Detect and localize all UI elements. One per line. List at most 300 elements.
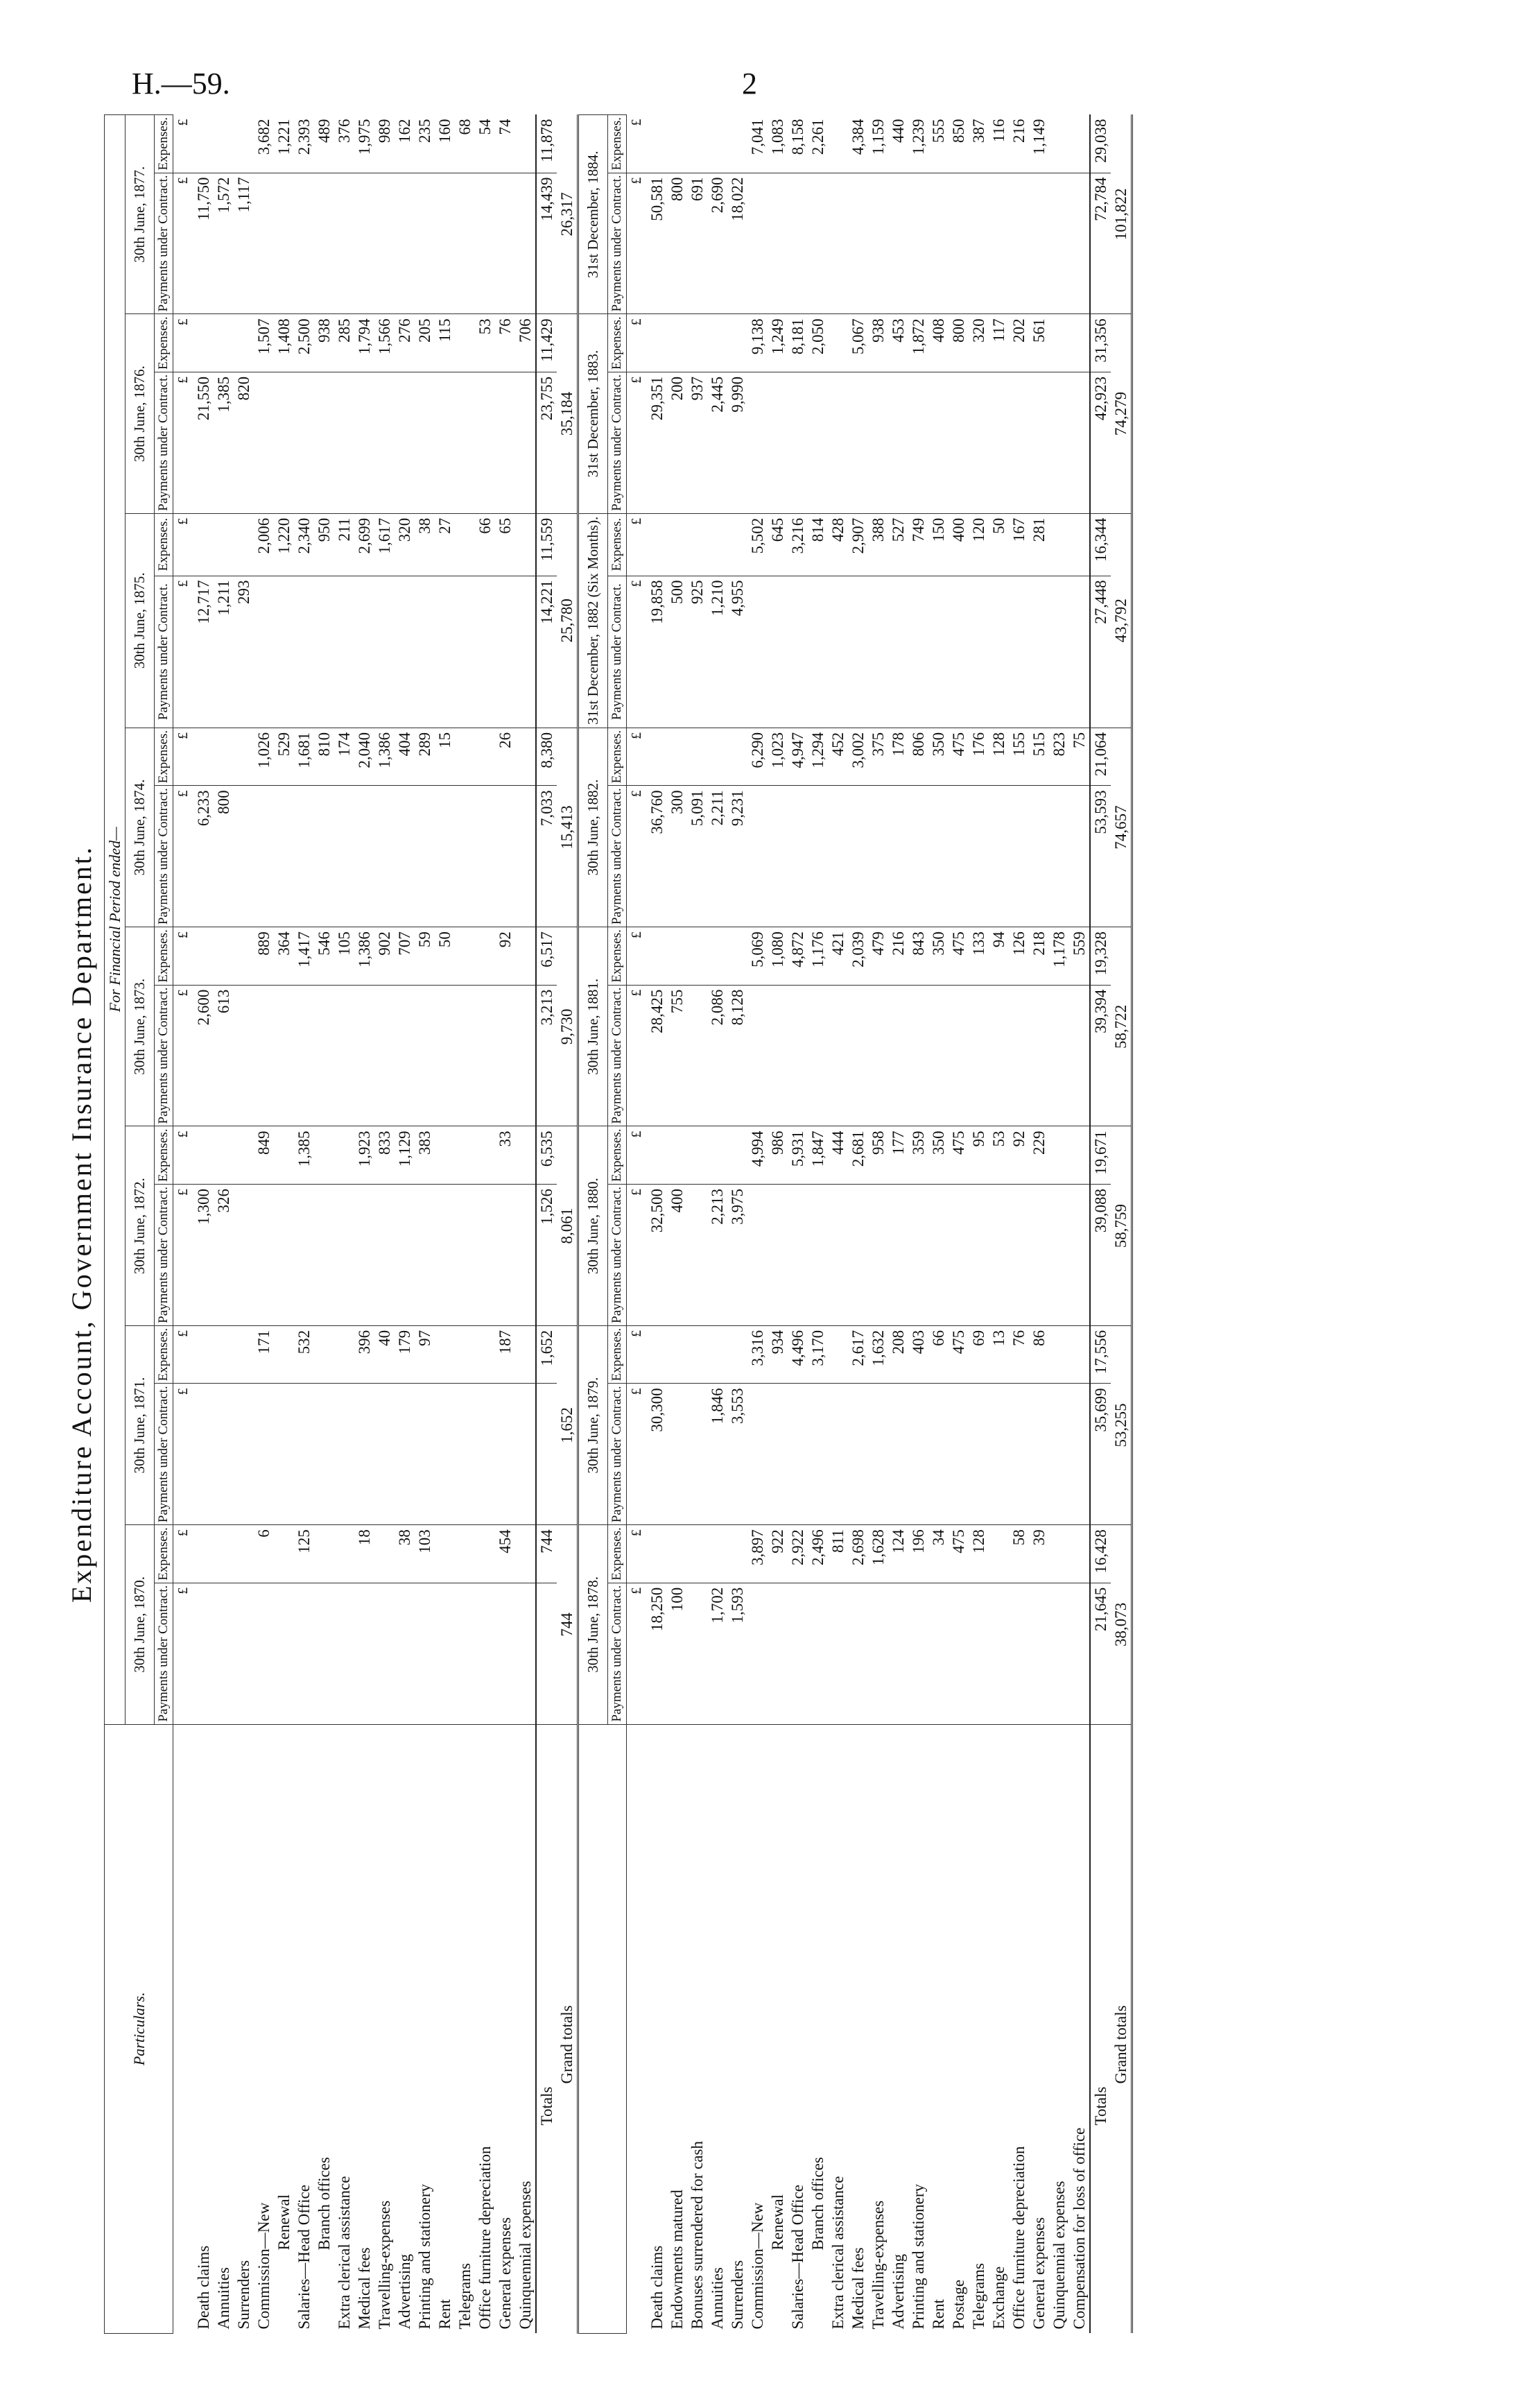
payments-subheader: Payments under Contract. <box>155 1583 173 1724</box>
page-ref: H.—59. <box>132 67 230 101</box>
cell-value: 559 <box>1069 927 1090 986</box>
cell-value: 13 <box>989 1325 1009 1384</box>
cell-value: 958 <box>868 1126 888 1185</box>
row-label: Bonuses surrendered for cash <box>689 2141 706 2330</box>
cell-value <box>475 1325 495 1384</box>
payments-subheader: Payments under Contract. <box>608 1583 627 1724</box>
cell-value: 116 <box>989 115 1009 173</box>
cell-value <box>1009 786 1029 927</box>
pound-sign: £ <box>627 786 648 927</box>
cell-value <box>788 1185 808 1326</box>
cell-value <box>1009 1384 1029 1525</box>
cell-value <box>908 173 928 314</box>
cell-value <box>727 927 747 986</box>
cell-value <box>687 1185 707 1326</box>
row-label: General expenses <box>1030 2217 1048 2330</box>
cell-value <box>828 115 848 173</box>
table-row <box>727 115 747 2334</box>
cell-value: 889 <box>254 927 274 986</box>
cell-value <box>395 173 415 314</box>
cell-value: 1,023 <box>768 728 788 786</box>
cell-value: 74 <box>495 115 515 173</box>
cell-value <box>254 372 274 513</box>
cell-value <box>949 786 969 927</box>
cell-value <box>768 1185 788 1326</box>
cell-value <box>415 173 435 314</box>
cell-value: 1,080 <box>768 927 788 986</box>
cell-value <box>254 985 274 1126</box>
cell-value <box>1069 173 1090 314</box>
cell-value <box>989 372 1009 513</box>
cell-value <box>667 115 687 173</box>
cell-value <box>515 1384 536 1525</box>
row-label: Medical fees <box>849 2247 867 2330</box>
cell-value: 1,507 <box>254 314 274 372</box>
cell-value: 707 <box>395 927 415 986</box>
table-row <box>969 115 989 2334</box>
cell-value <box>969 372 989 513</box>
cell-value: 902 <box>374 927 395 986</box>
cell-value: 376 <box>334 115 354 173</box>
cell-value <box>254 1583 274 1724</box>
cell-value: 475 <box>949 1325 969 1384</box>
row-label: Printing and stationery <box>416 2183 433 2330</box>
cell-value: 54 <box>475 115 495 173</box>
cell-value <box>1029 173 1049 314</box>
cell-value: 489 <box>314 115 334 173</box>
period-header: 30th June, 1880. <box>578 1126 608 1325</box>
pound-sign: £ <box>173 728 194 786</box>
table-row <box>1049 115 1069 2334</box>
cell-value <box>868 576 888 728</box>
grand-totals-row <box>557 115 578 2334</box>
cell-value <box>848 1583 868 1724</box>
particulars-header: Particulars. <box>105 1724 173 2333</box>
cell-value: 1,385 <box>294 1126 314 1185</box>
total-value: 1,526 <box>536 1185 557 1326</box>
cell-value <box>928 372 949 513</box>
cell-value: 76 <box>1009 1325 1029 1384</box>
cell-value: 1,617 <box>374 513 395 576</box>
cell-value: 59 <box>415 927 435 986</box>
grand-total-value: 15,413 <box>557 728 578 927</box>
payments-subheader: Payments under Contract. <box>155 1384 173 1525</box>
totals-label: Totals <box>536 1724 557 2333</box>
cell-value: 8,181 <box>788 314 808 372</box>
cell-value: 276 <box>395 314 415 372</box>
period-header: 30th June, 1879. <box>578 1325 608 1524</box>
cell-value: 5,502 <box>747 513 768 576</box>
cell-value: 29,351 <box>647 372 667 513</box>
cell-value: 1,794 <box>354 314 374 372</box>
cell-value: 350 <box>928 927 949 986</box>
total-value: 27,448 <box>1090 576 1111 728</box>
cell-value <box>989 1185 1009 1326</box>
cell-value: 1,386 <box>354 927 374 986</box>
cell-value: 92 <box>495 927 515 986</box>
cell-value <box>788 1583 808 1724</box>
cell-value <box>495 1185 515 1326</box>
cell-value <box>828 1583 848 1724</box>
cell-value <box>908 1185 928 1326</box>
cell-value <box>214 1325 234 1384</box>
cell-value <box>515 1325 536 1384</box>
cell-value <box>515 576 536 728</box>
table-row <box>989 115 1009 2334</box>
expenses-subheader: Expenses. <box>608 513 627 576</box>
cell-value <box>435 1185 455 1326</box>
payments-subheader: Payments under Contract. <box>608 1185 627 1326</box>
pound-sign: £ <box>627 1126 648 1185</box>
cell-value: 178 <box>888 728 908 786</box>
cell-value: 1,300 <box>193 1185 214 1326</box>
table-row <box>949 115 969 2334</box>
expenses-subheader: Expenses. <box>155 513 173 576</box>
cell-value: 1,178 <box>1049 927 1069 986</box>
cell-value <box>828 1325 848 1384</box>
cell-value: 39 <box>1029 1525 1049 1583</box>
cell-value <box>788 786 808 927</box>
cell-value <box>395 1583 415 1724</box>
cell-value <box>989 1525 1009 1583</box>
table-row <box>848 115 868 2334</box>
payments-subheader: Payments under Contract. <box>155 1185 173 1326</box>
cell-value <box>475 372 495 513</box>
cell-value <box>314 1185 334 1326</box>
cell-value: 383 <box>415 1126 435 1185</box>
cell-value: 120 <box>969 513 989 576</box>
cell-value: 27 <box>435 513 455 576</box>
cell-value <box>455 927 475 986</box>
cell-value <box>374 1583 395 1724</box>
total-value: 11,559 <box>536 513 557 576</box>
cell-value <box>334 985 354 1126</box>
cell-value <box>294 985 314 1126</box>
cell-value <box>475 985 495 1126</box>
cell-value: 922 <box>768 1525 788 1583</box>
cell-value: 613 <box>214 985 234 1126</box>
cell-value <box>888 173 908 314</box>
cell-value: 1,026 <box>254 728 274 786</box>
cell-value <box>1009 173 1029 314</box>
particulars-spacer <box>578 1724 627 2333</box>
cell-value <box>415 985 435 1126</box>
cell-value <box>949 576 969 728</box>
cell-value <box>193 927 214 986</box>
table-row <box>868 115 888 2334</box>
pound-sign: £ <box>627 314 648 372</box>
total-value: 21,064 <box>1090 728 1111 786</box>
cell-value <box>828 786 848 927</box>
grand-totals-row <box>1111 115 1132 2334</box>
expenses-subheader: Expenses. <box>155 115 173 173</box>
cell-value <box>868 1583 888 1724</box>
cell-value: 177 <box>888 1126 908 1185</box>
cell-value <box>1009 1185 1029 1326</box>
cell-value <box>475 1525 495 1583</box>
cell-value: 2,213 <box>707 1185 727 1326</box>
cell-value <box>1049 1126 1069 1185</box>
cell-value <box>1069 576 1090 728</box>
cell-value: 527 <box>888 513 908 576</box>
cell-value: 95 <box>969 1126 989 1185</box>
cell-value <box>214 115 234 173</box>
cell-value <box>908 985 928 1126</box>
expenses-subheader: Expenses. <box>608 1525 627 1583</box>
cell-value: 1,083 <box>768 115 788 173</box>
total-value: 42,923 <box>1090 372 1111 513</box>
cell-value: 950 <box>314 513 334 576</box>
cell-value: 128 <box>969 1525 989 1583</box>
cell-value <box>274 1525 294 1583</box>
cell-value <box>455 1525 475 1583</box>
cell-value <box>647 1525 667 1583</box>
cell-value <box>435 372 455 513</box>
cell-value <box>687 1525 707 1583</box>
cell-value <box>314 372 334 513</box>
cell-value <box>495 1583 515 1724</box>
cell-value <box>949 1384 969 1525</box>
cell-value <box>214 1583 234 1724</box>
expenses-subheader: Expenses. <box>155 728 173 786</box>
pound-sign: £ <box>627 728 648 786</box>
cell-value <box>415 1384 435 1525</box>
cell-value: 375 <box>868 728 888 786</box>
cell-value: 68 <box>455 115 475 173</box>
cell-value <box>515 1185 536 1326</box>
cell-value: 1,220 <box>274 513 294 576</box>
cell-value: 823 <box>1049 728 1069 786</box>
cell-value <box>455 1583 475 1724</box>
cell-value <box>515 115 536 173</box>
cell-value <box>254 173 274 314</box>
grand-total-value: 58,722 <box>1111 927 1132 1126</box>
payments-subheader: Payments under Contract. <box>608 576 627 728</box>
cell-value <box>435 173 455 314</box>
pound-sign: £ <box>627 1384 648 1525</box>
cell-value <box>747 1185 768 1326</box>
cell-value <box>455 314 475 372</box>
cell-value <box>354 1384 374 1525</box>
cell-value: 1,294 <box>808 728 828 786</box>
cell-value <box>1069 1126 1090 1185</box>
cell-value: 124 <box>888 1525 908 1583</box>
cell-value <box>374 1384 395 1525</box>
cell-value <box>455 372 475 513</box>
cell-value: 1,176 <box>808 927 828 986</box>
cell-value <box>1009 372 1029 513</box>
cell-value: 529 <box>274 728 294 786</box>
cell-value: 691 <box>687 173 707 314</box>
cell-value <box>828 985 848 1126</box>
row-label: Surrenders <box>729 2260 746 2330</box>
cell-value <box>888 576 908 728</box>
cell-value: 2,340 <box>294 513 314 576</box>
expenses-subheader: Expenses. <box>608 1325 627 1384</box>
cell-value: 1,149 <box>1029 115 1049 173</box>
cell-value <box>475 786 495 927</box>
cell-value: 176 <box>969 728 989 786</box>
cell-value <box>515 1583 536 1724</box>
row-label: Office furniture depreciation <box>1010 2146 1028 2330</box>
cell-value: 3,682 <box>254 115 274 173</box>
cell-value <box>908 786 928 927</box>
cell-value <box>888 1384 908 1525</box>
cell-value: 1,628 <box>868 1525 888 1583</box>
cell-value <box>768 786 788 927</box>
cell-value <box>949 173 969 314</box>
cell-value: 849 <box>254 1126 274 1185</box>
cell-value <box>435 786 455 927</box>
cell-value: 150 <box>928 513 949 576</box>
cell-value <box>747 786 768 927</box>
table-row <box>214 115 234 2334</box>
cell-value <box>193 728 214 786</box>
pound-sign: £ <box>173 1525 194 1583</box>
table-row <box>928 115 949 2334</box>
expenses-subheader: Expenses. <box>155 927 173 986</box>
table-row <box>1009 115 1029 2334</box>
cell-value <box>647 314 667 372</box>
cell-value <box>1049 1325 1069 1384</box>
grand-total-value: 58,759 <box>1111 1126 1132 1325</box>
cell-value: 162 <box>395 115 415 173</box>
cell-value <box>747 576 768 728</box>
cell-value <box>667 1525 687 1583</box>
cell-value <box>707 1325 727 1384</box>
table-row <box>234 115 254 2334</box>
cell-value <box>727 1126 747 1185</box>
cell-value <box>928 1384 949 1525</box>
expenses-subheader: Expenses. <box>155 1126 173 1185</box>
cell-value <box>334 173 354 314</box>
cell-value <box>294 786 314 927</box>
row-label: Rent <box>436 2299 453 2330</box>
cell-value <box>1049 115 1069 173</box>
cell-value: 800 <box>949 314 969 372</box>
row-label: Compensation for loss of office <box>1071 2127 1088 2330</box>
cell-value: 755 <box>667 985 687 1126</box>
cell-value: 925 <box>687 576 707 728</box>
total-value: 72,784 <box>1090 173 1111 314</box>
cell-value: 2,600 <box>193 985 214 1126</box>
cell-value: 479 <box>868 927 888 986</box>
cell-value: 1,923 <box>354 1126 374 1185</box>
grand-total-value: 9,730 <box>557 927 578 1126</box>
cell-value: 388 <box>868 513 888 576</box>
period-header: 31st December, 1883. <box>578 314 608 513</box>
cell-value: 408 <box>928 314 949 372</box>
row-label: Travelling-expenses <box>869 2200 887 2330</box>
cell-value: 400 <box>667 1185 687 1326</box>
period-header: 30th June, 1873. <box>125 927 155 1126</box>
row-label: Extra clerical assistance <box>829 2176 847 2330</box>
cell-value <box>234 1185 254 1326</box>
cell-value <box>768 1384 788 1525</box>
cell-value <box>1049 173 1069 314</box>
row-label: Commission—New <box>255 2202 272 2330</box>
cell-value <box>475 1384 495 1525</box>
grand-total-value: 8,061 <box>557 1126 578 1325</box>
cell-value <box>234 314 254 372</box>
cell-value <box>354 173 374 314</box>
cell-value <box>808 1384 828 1525</box>
cell-value <box>274 786 294 927</box>
payments-subheader: Payments under Contract. <box>608 1384 627 1525</box>
payments-subheader: Payments under Contract. <box>155 372 173 513</box>
cell-value: 285 <box>334 314 354 372</box>
cell-value: 6,233 <box>193 786 214 927</box>
cell-value <box>1009 1583 1029 1724</box>
cell-value: 1,129 <box>395 1126 415 1185</box>
cell-value: 320 <box>395 513 415 576</box>
cell-value: 2,050 <box>808 314 828 372</box>
row-label: Endowments matured <box>668 2190 686 2330</box>
cell-value: 167 <box>1009 513 1029 576</box>
cell-value <box>274 1126 294 1185</box>
cell-value: 400 <box>949 513 969 576</box>
cell-value <box>727 1525 747 1583</box>
row-label: Postage <box>950 2279 967 2330</box>
cell-value <box>828 372 848 513</box>
cell-value <box>314 1126 334 1185</box>
cell-value: 546 <box>314 927 334 986</box>
cell-value <box>687 1384 707 1525</box>
cell-value: 454 <box>495 1525 515 1583</box>
cell-value: 1,221 <box>274 115 294 173</box>
cell-value: 65 <box>495 513 515 576</box>
table-row <box>647 115 667 2334</box>
total-value: 16,428 <box>1090 1525 1111 1583</box>
cell-value <box>234 1325 254 1384</box>
cell-value <box>274 372 294 513</box>
pound-sign: £ <box>627 1525 648 1583</box>
cell-value: 115 <box>435 314 455 372</box>
pound-sign: £ <box>627 1325 648 1384</box>
cell-value: 2,445 <box>707 372 727 513</box>
cell-value <box>1029 576 1049 728</box>
cell-value <box>687 985 707 1126</box>
cell-value: 289 <box>415 728 435 786</box>
row-label: Salaries—Head Office <box>789 2185 806 2330</box>
grand-total-value: 53,255 <box>1111 1325 1132 1524</box>
cell-value <box>254 786 274 927</box>
cell-value <box>193 1325 214 1384</box>
grand-total-value: 38,073 <box>1111 1525 1132 1724</box>
total-value: 11,429 <box>536 314 557 372</box>
cell-value <box>928 1583 949 1724</box>
cell-value <box>1069 314 1090 372</box>
period-header: 30th June, 1874. <box>125 728 155 927</box>
cell-value: 28,425 <box>647 985 667 1126</box>
cell-value <box>1009 576 1029 728</box>
cell-value <box>969 1583 989 1724</box>
cell-value: 171 <box>254 1325 274 1384</box>
cell-value: 1,239 <box>908 115 928 173</box>
cell-value <box>334 1126 354 1185</box>
cell-value <box>214 728 234 786</box>
cell-value <box>687 1325 707 1384</box>
cell-value: 475 <box>949 1525 969 1583</box>
cell-value <box>808 173 828 314</box>
cell-value <box>234 985 254 1126</box>
cell-value <box>1069 786 1090 927</box>
period-header: 31st December, 1884. <box>578 115 608 314</box>
cell-value <box>1029 1583 1049 1724</box>
cell-value <box>747 173 768 314</box>
pound-sign: £ <box>173 576 194 728</box>
cell-value <box>254 576 274 728</box>
